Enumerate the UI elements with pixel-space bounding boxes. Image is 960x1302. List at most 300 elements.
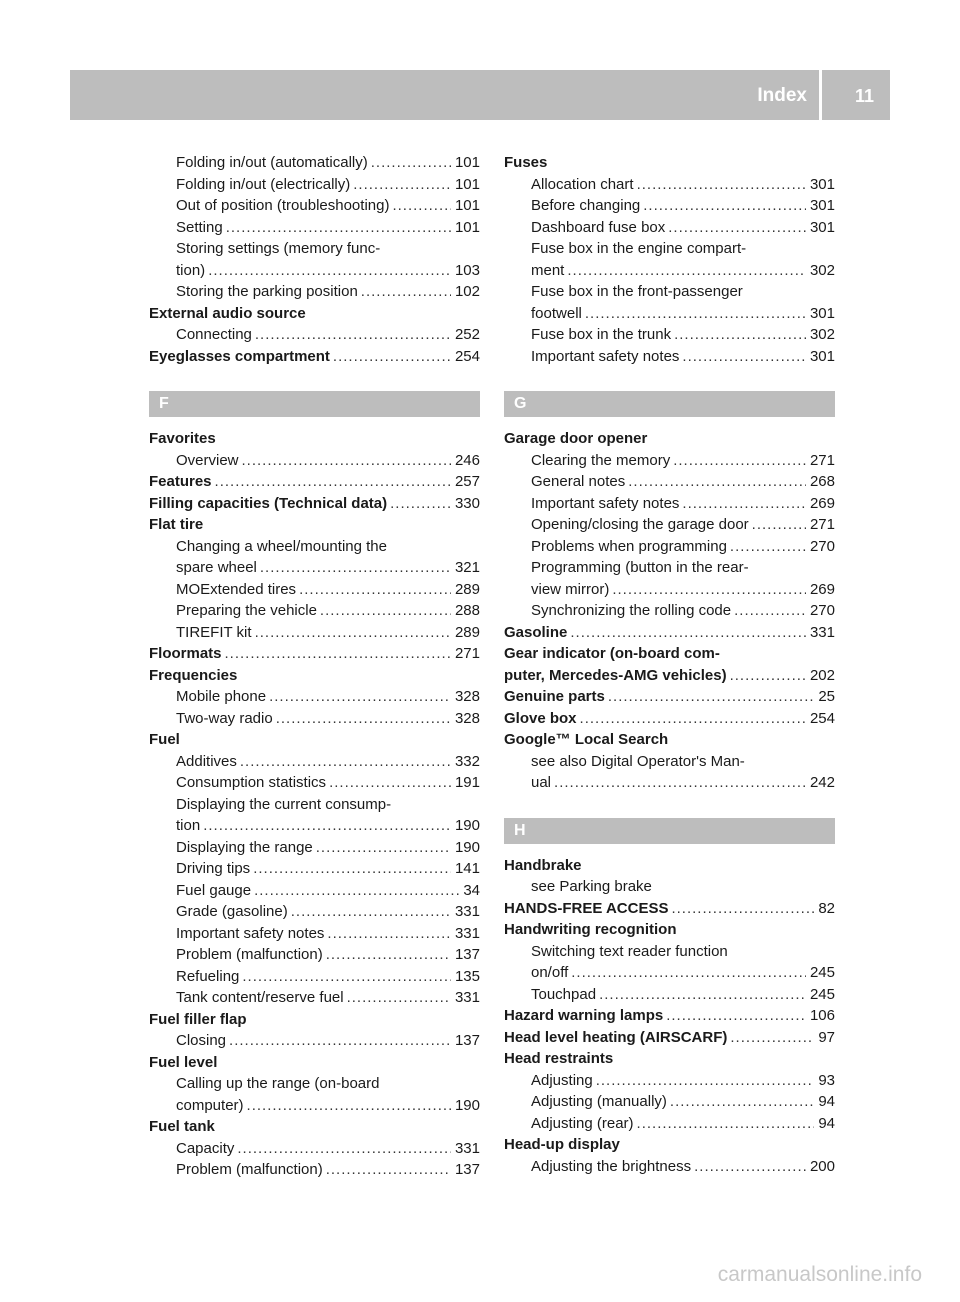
index-entry bbox=[504, 708, 835, 730]
leader-dots bbox=[730, 665, 806, 687]
leader-dots bbox=[674, 324, 806, 346]
entry-label: Important safety notes bbox=[176, 924, 325, 942]
entry-label: Opening/closing the garage door bbox=[531, 516, 749, 533]
index-entry bbox=[149, 303, 480, 325]
index-subentry bbox=[504, 772, 835, 794]
entry-label: see Parking brake bbox=[531, 878, 652, 895]
index-entry bbox=[504, 1005, 835, 1027]
index-subentry bbox=[504, 536, 835, 558]
index-subentry bbox=[149, 450, 480, 472]
leader-dots bbox=[585, 303, 806, 325]
entry-label: Problem (malfunction) bbox=[176, 1161, 323, 1178]
entry-label: Fuse box in the trunk bbox=[531, 326, 672, 343]
entry-label: Features bbox=[149, 473, 212, 490]
index-subentry bbox=[504, 1091, 835, 1113]
index-subentry bbox=[149, 600, 480, 622]
leader-dots bbox=[580, 708, 806, 730]
entry-page-number: 269 bbox=[809, 580, 835, 598]
index-entry bbox=[504, 855, 835, 877]
leader-dots bbox=[637, 174, 806, 196]
entry-label: ment bbox=[531, 261, 565, 279]
index-subentry bbox=[149, 772, 480, 794]
entry-page-number: 25 bbox=[818, 688, 835, 705]
entry-label: Handwriting recognition bbox=[504, 921, 677, 938]
index-subentry bbox=[149, 901, 480, 923]
leader-dots bbox=[240, 751, 451, 773]
entry-label: Allocation chart bbox=[531, 175, 634, 193]
entry-page-number: 102 bbox=[454, 283, 480, 300]
entry-label: Head-up display bbox=[504, 1136, 620, 1153]
index-entry bbox=[149, 346, 480, 368]
entry-page-number: 302 bbox=[809, 261, 835, 279]
leader-dots bbox=[682, 346, 806, 368]
entry-page-number: 331 bbox=[809, 623, 835, 641]
index-subentry bbox=[504, 1070, 835, 1092]
entry-label: Adjusting bbox=[531, 1071, 593, 1089]
leader-dots bbox=[730, 1027, 814, 1049]
entry-page-number: 137 bbox=[454, 1032, 480, 1049]
entry-label: Fuel filler flap bbox=[149, 1010, 247, 1028]
index-subentry bbox=[149, 1095, 480, 1117]
leader-dots bbox=[599, 984, 806, 1006]
leader-dots bbox=[637, 1113, 815, 1135]
index-subentry bbox=[504, 324, 835, 346]
section-heading-f: F bbox=[149, 391, 480, 417]
index-subentry bbox=[149, 1138, 480, 1160]
index-entry bbox=[504, 152, 835, 174]
index-entry bbox=[504, 665, 835, 687]
entry-label: Grade (gasoline) bbox=[176, 903, 288, 920]
leader-dots bbox=[361, 281, 451, 303]
index-subentry bbox=[504, 557, 835, 579]
entry-page-number: 332 bbox=[454, 752, 480, 770]
entry-label: Eyeglasses compartment bbox=[149, 347, 330, 365]
entry-label: Storing the parking position bbox=[176, 283, 358, 300]
index-subentry bbox=[149, 1073, 480, 1095]
index-subentry bbox=[149, 1030, 480, 1052]
entry-page-number: 271 bbox=[809, 516, 835, 533]
entry-label: Driving tips bbox=[176, 860, 251, 877]
index-subentry bbox=[149, 238, 480, 260]
entry-label: Overview bbox=[176, 451, 239, 469]
entry-label: Connecting bbox=[176, 326, 252, 343]
entries-block bbox=[504, 428, 835, 794]
entry-page-number: 101 bbox=[454, 154, 480, 171]
entry-page-number: 190 bbox=[454, 1096, 480, 1114]
leader-dots bbox=[237, 1138, 451, 1160]
index-subentry bbox=[149, 858, 480, 880]
entry-page-number: 331 bbox=[454, 903, 480, 920]
entry-label: tion bbox=[176, 817, 201, 834]
entry-label: Hazard warning lamps bbox=[504, 1007, 664, 1024]
index-subentry bbox=[504, 876, 835, 898]
entry-page-number: 245 bbox=[809, 964, 835, 981]
entry-label: Dashboard fuse box bbox=[531, 218, 666, 236]
leader-dots bbox=[570, 622, 806, 644]
entry-label: Displaying the current consump- bbox=[176, 795, 392, 813]
index-subentry bbox=[149, 794, 480, 816]
index-subentry bbox=[149, 751, 480, 773]
leader-dots bbox=[299, 579, 451, 601]
leader-dots bbox=[260, 557, 451, 579]
index-entry bbox=[504, 1134, 835, 1156]
entry-page-number: 271 bbox=[454, 645, 480, 662]
index-entry bbox=[504, 1048, 835, 1070]
entry-label: Displaying the range bbox=[176, 838, 313, 856]
entry-label: see also Digital Operator's Man- bbox=[531, 752, 745, 770]
leader-dots bbox=[682, 493, 806, 515]
entry-page-number: 106 bbox=[809, 1007, 835, 1024]
leader-dots bbox=[203, 815, 451, 837]
leader-dots bbox=[608, 686, 814, 708]
entry-label: General notes bbox=[531, 473, 626, 490]
index-subentry bbox=[504, 984, 835, 1006]
leader-dots bbox=[333, 346, 451, 368]
entry-page-number: 328 bbox=[454, 688, 480, 705]
entry-label: Genuine parts bbox=[504, 688, 605, 705]
entry-page-number: 289 bbox=[454, 623, 480, 641]
entry-label: Additives bbox=[176, 752, 237, 770]
index-entry bbox=[149, 729, 480, 751]
index-entry bbox=[504, 643, 835, 665]
index-entry bbox=[504, 686, 835, 708]
leader-dots bbox=[371, 152, 451, 174]
entry-label: ual bbox=[531, 774, 552, 791]
entry-label: Clearing the memory bbox=[531, 451, 671, 469]
index-subentry bbox=[504, 600, 835, 622]
index-subentry bbox=[149, 966, 480, 988]
leader-dots bbox=[291, 901, 451, 923]
leader-dots bbox=[734, 600, 806, 622]
entry-label: Important safety notes bbox=[531, 494, 680, 512]
section-heading-g: G bbox=[504, 391, 835, 417]
entry-page-number: 302 bbox=[809, 326, 835, 343]
entry-page-number: 200 bbox=[809, 1157, 835, 1175]
entry-label: Two-way radio bbox=[176, 709, 273, 727]
index-subentry bbox=[149, 152, 480, 174]
entry-label: Synchronizing the rolling code bbox=[531, 602, 732, 619]
entry-label: Calling up the range (on-board bbox=[176, 1075, 380, 1092]
entry-label: Glove box bbox=[504, 709, 577, 727]
index-subentry bbox=[504, 751, 835, 773]
index-subentry bbox=[149, 686, 480, 708]
leader-dots bbox=[671, 898, 814, 920]
entry-label: computer) bbox=[176, 1096, 244, 1114]
entry-page-number: 321 bbox=[454, 559, 480, 576]
leader-dots bbox=[229, 1030, 451, 1052]
index-subentry bbox=[149, 217, 480, 239]
index-entry bbox=[504, 622, 835, 644]
index-entry bbox=[149, 1052, 480, 1074]
leader-dots bbox=[320, 600, 451, 622]
entry-page-number: 271 bbox=[809, 451, 835, 469]
index-subentry bbox=[504, 493, 835, 515]
index-subentry bbox=[149, 815, 480, 837]
leader-dots bbox=[596, 1070, 815, 1092]
entry-label: Gear indicator (on-board com- bbox=[504, 645, 720, 662]
entry-label: Preparing the vehicle bbox=[176, 602, 317, 619]
index-subentry bbox=[504, 471, 835, 493]
entry-page-number: 97 bbox=[818, 1028, 835, 1046]
index-subentry bbox=[504, 941, 835, 963]
entry-page-number: 101 bbox=[454, 218, 480, 236]
index-entry bbox=[149, 643, 480, 665]
header-title: Index bbox=[757, 70, 822, 120]
leader-dots bbox=[554, 772, 806, 794]
index-entry bbox=[149, 493, 480, 515]
entry-label: Out of position (troubleshooting) bbox=[176, 197, 390, 214]
index-entry bbox=[149, 665, 480, 687]
index-subentry bbox=[149, 260, 480, 282]
entries-block bbox=[149, 428, 480, 1181]
index-subentry bbox=[149, 281, 480, 303]
entry-label: Problems when programming bbox=[531, 537, 727, 555]
entry-page-number: 93 bbox=[818, 1071, 835, 1089]
entry-label: External audio source bbox=[149, 304, 306, 322]
index-subentry bbox=[504, 303, 835, 325]
page-number: 11 bbox=[854, 86, 874, 106]
index-subentry bbox=[504, 217, 835, 239]
entry-page-number: 103 bbox=[454, 261, 480, 279]
entry-label: Fuel gauge bbox=[176, 881, 252, 899]
leader-dots bbox=[628, 471, 806, 493]
index-entry bbox=[504, 898, 835, 920]
entry-label: tion) bbox=[176, 261, 206, 279]
leader-dots bbox=[567, 260, 806, 282]
entry-page-number: 252 bbox=[454, 326, 480, 343]
leader-dots bbox=[643, 195, 806, 217]
entries-block bbox=[504, 855, 835, 1178]
entry-page-number: 257 bbox=[454, 473, 480, 490]
entry-page-number: 242 bbox=[809, 774, 835, 791]
entry-label: Filling capacities (Technical data) bbox=[149, 494, 388, 512]
index-entry bbox=[504, 919, 835, 941]
entry-page-number: 301 bbox=[809, 197, 835, 214]
leader-dots bbox=[327, 923, 451, 945]
entry-page-number: 330 bbox=[454, 494, 480, 512]
entry-page-number: 331 bbox=[454, 989, 480, 1006]
entry-label: Fuses bbox=[504, 154, 548, 171]
index-entry bbox=[504, 428, 835, 450]
leader-dots bbox=[668, 217, 806, 239]
entries-block bbox=[504, 152, 835, 367]
leader-dots bbox=[253, 858, 451, 880]
entry-page-number: 268 bbox=[809, 473, 835, 490]
index-subentry bbox=[504, 281, 835, 303]
leader-dots bbox=[329, 772, 451, 794]
leader-dots bbox=[247, 1095, 451, 1117]
leader-dots bbox=[347, 987, 451, 1009]
entry-label: Adjusting the brightness bbox=[531, 1157, 692, 1175]
entry-page-number: 135 bbox=[454, 967, 480, 985]
entry-label: Favorites bbox=[149, 430, 216, 447]
page-header bbox=[70, 70, 890, 120]
section-heading-h: H bbox=[504, 818, 835, 844]
leader-dots bbox=[255, 324, 451, 346]
leader-dots bbox=[326, 944, 451, 966]
entry-label: MOExtended tires bbox=[176, 580, 297, 598]
entry-label: Fuel level bbox=[149, 1053, 218, 1071]
entry-label: spare wheel bbox=[176, 559, 257, 576]
entry-label: Adjusting (rear) bbox=[531, 1114, 634, 1132]
entry-label: Tank content/reserve fuel bbox=[176, 989, 344, 1006]
leader-dots bbox=[255, 622, 451, 644]
entry-page-number: 190 bbox=[454, 817, 480, 834]
entry-label: Problem (malfunction) bbox=[176, 946, 323, 963]
entry-page-number: 254 bbox=[454, 347, 480, 365]
entry-label: view mirror) bbox=[531, 580, 610, 598]
index-column-left bbox=[149, 152, 480, 1181]
leader-dots bbox=[752, 514, 806, 536]
leader-dots bbox=[276, 708, 451, 730]
entry-label: Refueling bbox=[176, 967, 240, 985]
entry-label: footwell bbox=[531, 304, 582, 322]
index-entry bbox=[149, 471, 480, 493]
watermark: carmanualsonline.info bbox=[717, 1263, 922, 1286]
leader-dots bbox=[242, 966, 451, 988]
leader-dots bbox=[208, 260, 451, 282]
entry-page-number: 101 bbox=[454, 197, 480, 214]
index-subentry bbox=[504, 260, 835, 282]
entry-page-number: 270 bbox=[809, 537, 835, 555]
entry-page-number: 269 bbox=[809, 494, 835, 512]
leader-dots bbox=[612, 579, 806, 601]
entry-page-number: 94 bbox=[818, 1114, 835, 1132]
index-subentry bbox=[149, 557, 480, 579]
entries-block bbox=[149, 152, 480, 367]
entry-label: on/off bbox=[531, 964, 569, 981]
entry-page-number: 190 bbox=[454, 838, 480, 856]
entry-page-number: 101 bbox=[454, 175, 480, 193]
entry-label: Fuel bbox=[149, 731, 180, 748]
entry-label: Head restraints bbox=[504, 1050, 614, 1067]
index-subentry bbox=[149, 324, 480, 346]
leader-dots bbox=[571, 962, 806, 984]
index-subentry bbox=[149, 195, 480, 217]
entry-label: Setting bbox=[176, 218, 223, 236]
entry-label: Mobile phone bbox=[176, 688, 267, 705]
entry-label: Consumption statistics bbox=[176, 774, 327, 791]
entry-label: Folding in/out (electrically) bbox=[176, 175, 351, 193]
entry-label: Important safety notes bbox=[531, 347, 680, 365]
leader-dots bbox=[390, 493, 451, 515]
entry-label: Folding in/out (automatically) bbox=[176, 154, 368, 171]
index-subentry bbox=[149, 944, 480, 966]
index-subentry bbox=[504, 1113, 835, 1135]
index-subentry bbox=[149, 622, 480, 644]
index-entry bbox=[149, 1116, 480, 1138]
entry-page-number: 288 bbox=[454, 602, 480, 619]
entry-label: Fuse box in the front-passenger bbox=[531, 283, 743, 300]
entry-page-number: 301 bbox=[809, 175, 835, 193]
index-subentry bbox=[504, 450, 835, 472]
leader-dots bbox=[254, 880, 459, 902]
entry-page-number: 301 bbox=[809, 218, 835, 236]
entry-label: Capacity bbox=[176, 1139, 235, 1157]
index-entry bbox=[504, 729, 835, 751]
entry-page-number: 137 bbox=[454, 946, 480, 963]
leader-dots bbox=[666, 1005, 806, 1027]
index-subentry bbox=[149, 579, 480, 601]
index-column-right bbox=[504, 152, 835, 1177]
index-subentry bbox=[149, 880, 480, 902]
entry-label: Fuse box in the engine compart- bbox=[531, 240, 747, 257]
entry-label: Changing a wheel/mounting the bbox=[176, 537, 387, 555]
entry-label: Frequencies bbox=[149, 666, 238, 684]
leader-dots bbox=[730, 536, 806, 558]
leader-dots bbox=[326, 1159, 451, 1181]
entry-label: Handbrake bbox=[504, 856, 582, 874]
entry-page-number: 202 bbox=[809, 666, 835, 684]
entry-label: Programming (button in the rear- bbox=[531, 559, 749, 576]
entry-page-number: 301 bbox=[809, 304, 835, 322]
entry-page-number: 245 bbox=[809, 985, 835, 1003]
entry-label: Adjusting (manually) bbox=[531, 1093, 667, 1110]
entry-page-number: 270 bbox=[809, 602, 835, 619]
index-subentry bbox=[504, 579, 835, 601]
leader-dots bbox=[392, 195, 451, 217]
leader-dots bbox=[226, 217, 451, 239]
entry-label: Storing settings (memory func- bbox=[176, 240, 381, 257]
entry-label: Touchpad bbox=[531, 985, 597, 1003]
entry-page-number: 328 bbox=[454, 709, 480, 727]
entry-label: Before changing bbox=[531, 197, 641, 214]
entry-page-number: 141 bbox=[454, 860, 480, 877]
leader-dots bbox=[225, 643, 451, 665]
leader-dots bbox=[242, 450, 451, 472]
entry-label: puter, Mercedes-AMG vehicles) bbox=[504, 666, 727, 684]
index-subentry bbox=[504, 174, 835, 196]
index-subentry bbox=[149, 923, 480, 945]
index-entry bbox=[149, 514, 480, 536]
leader-dots bbox=[316, 837, 451, 859]
entry-page-number: 254 bbox=[809, 709, 835, 727]
entry-label: Closing bbox=[176, 1032, 227, 1049]
leader-dots bbox=[353, 174, 451, 196]
index-subentry bbox=[149, 174, 480, 196]
index-subentry bbox=[149, 837, 480, 859]
entry-page-number: 191 bbox=[454, 774, 480, 791]
leader-dots bbox=[269, 686, 451, 708]
index-subentry bbox=[504, 238, 835, 260]
index-subentry bbox=[504, 962, 835, 984]
entry-label: Head level heating (AIRSCARF) bbox=[504, 1028, 728, 1046]
entry-page-number: 34 bbox=[463, 881, 480, 899]
entry-label: Floormats bbox=[149, 645, 222, 662]
entry-label: Fuel tank bbox=[149, 1118, 215, 1135]
index-subentry bbox=[149, 536, 480, 558]
index-subentry bbox=[504, 1156, 835, 1178]
leader-dots bbox=[215, 471, 451, 493]
entry-page-number: 301 bbox=[809, 347, 835, 365]
entry-page-number: 289 bbox=[454, 580, 480, 598]
index-entry bbox=[504, 1027, 835, 1049]
entry-page-number: 82 bbox=[818, 899, 835, 917]
index-subentry bbox=[504, 346, 835, 368]
index-entry bbox=[149, 428, 480, 450]
entry-label: HANDS-FREE ACCESS bbox=[504, 899, 669, 917]
index-subentry bbox=[149, 1159, 480, 1181]
leader-dots bbox=[670, 1091, 814, 1113]
index-subentry bbox=[149, 708, 480, 730]
index-entry bbox=[149, 1009, 480, 1031]
leader-dots bbox=[673, 450, 806, 472]
entry-label: Google™ Local Search bbox=[504, 731, 669, 748]
entry-page-number: 137 bbox=[454, 1161, 480, 1178]
entry-label: TIREFIT kit bbox=[176, 623, 252, 641]
entry-page-number: 331 bbox=[454, 924, 480, 942]
entry-page-number: 331 bbox=[454, 1139, 480, 1157]
